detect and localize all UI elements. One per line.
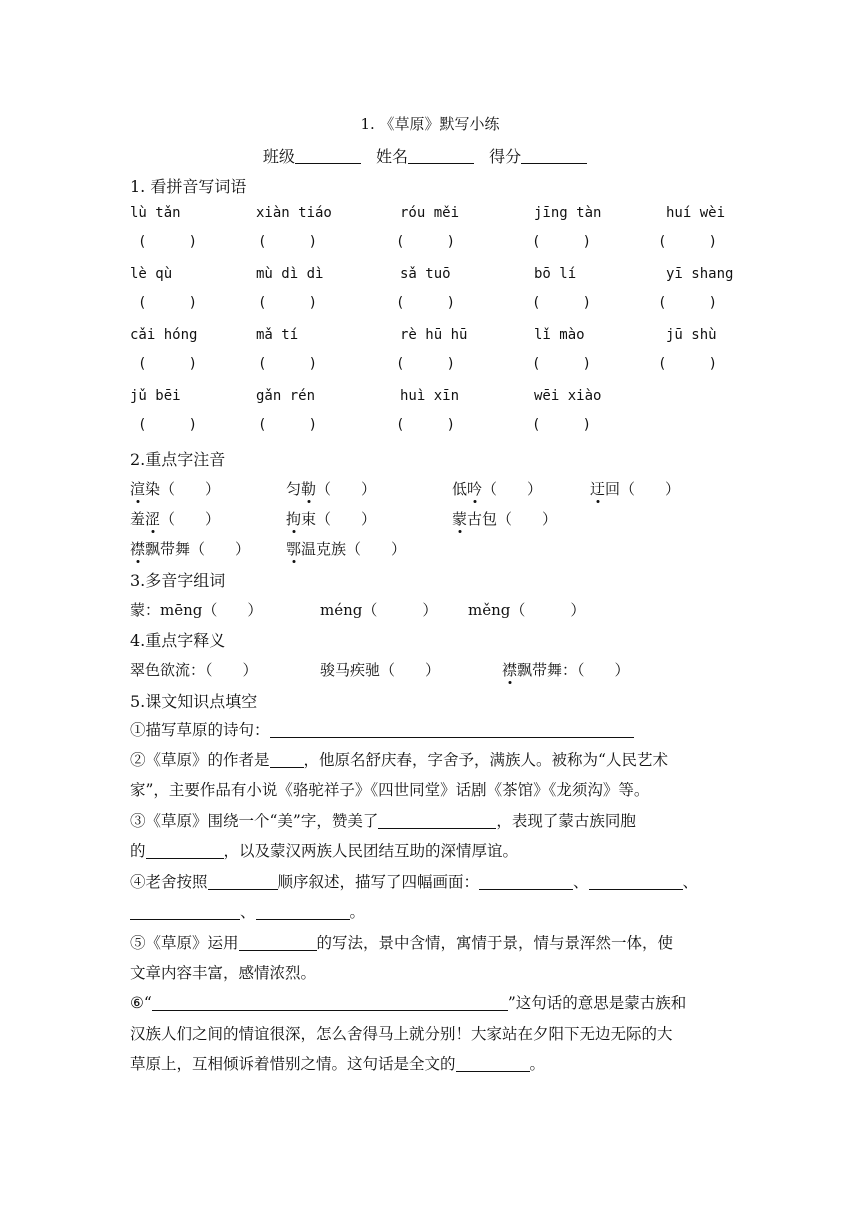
s2-item: 羞涩（ ） [130,510,221,528]
score-label: 得分 [489,147,522,166]
s5-line-6: ④老舍按照 顺序叙述，描写了四幅画面： 、 、 [130,873,699,891]
s5-line-5: 的 ，以及蒙汉两族人民团结互助的深情厚谊。 [130,842,519,860]
s2-item: 迂回（ ） [590,480,681,498]
pinyin-row [130,266,740,288]
answer-blank[interactable]: ( ) [258,356,318,372]
answer-row [130,234,740,256]
pinyin-label: lè qù [130,266,173,282]
section-3-heading: 3.多音字组词 [130,571,226,590]
answer-blank[interactable]: ( ) [396,234,456,250]
fill-blank[interactable] [378,812,496,829]
pinyin-label: cǎi hóng [130,327,198,343]
s2-item: 襟飘带舞（ ） [130,540,251,558]
pinyin-label: wēi xiào [534,388,602,404]
answer-blank[interactable]: ( ) [658,295,718,311]
s5-line-11: 汉族人们之间的情谊很深，怎么舍得马上就分别！大家站在夕阳下无边无际的大 [130,1025,673,1043]
s5-line-12: 草原上，互相倾诉着惜别之情。这句话是全文的 。 [130,1055,546,1073]
fill-blank[interactable] [146,842,224,859]
answer-blank[interactable]: ( ) [138,234,198,250]
s2-item: 拘束（ ） [286,510,377,528]
pinyin-row [130,205,740,227]
s5-line-1: ①描写草原的诗句： [130,719,634,741]
meaning-item: 翠色欲流：（ ） [130,661,258,679]
fill-blank[interactable] [456,1055,530,1072]
score-blank[interactable] [521,147,587,164]
class-label: 班级 [262,147,295,166]
pinyin-label: gǎn rén [256,388,316,404]
s2-item: 鄂温克族（ ） [286,540,407,558]
answer-blank[interactable]: ( ) [658,234,718,250]
s3-row [130,599,740,621]
fill-blank[interactable] [589,873,683,890]
answer-blank[interactable]: ( ) [258,295,318,311]
pinyin-label: mǎ tí [256,327,299,343]
s5-line-9: 文章内容丰富，感情浓烈。 [130,964,317,982]
section-5-heading: 5.课文知识点填空 [130,692,258,711]
pinyin-label: bō lí [534,266,577,282]
pinyin-label: mù dì dì [256,266,324,282]
answer-blank[interactable]: ( ) [396,417,456,433]
pinyin-label: jǔ bēi [130,388,181,404]
s2-item: 匀勒（ ） [286,480,377,498]
name-blank[interactable] [408,147,474,164]
s2-item: 蒙古包（ ） [452,510,558,528]
meaning-item: 襟飘带舞：（ ） [502,661,630,679]
fill-blank[interactable] [270,721,634,738]
s5-line-7: 、 。 [130,901,365,923]
answer-blank[interactable]: ( ) [258,234,318,250]
fill-blank[interactable] [130,903,240,920]
s2-row-2 [130,508,740,530]
s5-line-3: 家”，主要作品有小说《骆驼祥子》《四世同堂》话剧《茶馆》《龙须沟》等。 [130,781,650,799]
answer-blank[interactable]: ( ) [658,356,718,372]
answer-blank[interactable]: ( ) [138,295,198,311]
pinyin-row [130,327,740,349]
pinyin-label: xiàn tiáo [256,205,332,221]
fill-blank[interactable] [208,873,278,890]
s2-row-1 [130,478,740,500]
polyphone-item: 蒙：mēng（ ） [130,601,263,619]
answer-blank[interactable]: ( ) [138,417,198,433]
fill-blank[interactable] [479,873,573,890]
pinyin-row [130,388,740,410]
answer-blank[interactable]: ( ) [532,356,592,372]
meaning-item: 骏马疾驰（ ） [320,661,441,679]
page-title: 1. 《草原》默写小练 [360,115,500,133]
pinyin-label: sǎ tuō [400,266,451,282]
pinyin-label: jīng tàn [534,205,602,221]
answer-blank[interactable]: ( ) [396,295,456,311]
name-label: 姓名 [375,147,408,166]
answer-blank[interactable]: ( ) [532,295,592,311]
pinyin-label: huì xīn [400,388,460,404]
answer-blank[interactable]: ( ) [396,356,456,372]
answer-blank[interactable]: ( ) [532,234,592,250]
section-2-heading: 2.重点字注音 [130,450,226,469]
polyphone-item: méng（ ） [320,601,438,619]
s2-item: 低吟（ ） [452,480,543,498]
pinyin-label: lù tǎn [130,205,181,221]
pinyin-label: huí wèi [666,205,726,221]
s5-line-8: ⑤《草原》运用 的写法，景中含情，寓情于景，情与景浑然一体，使 [130,934,674,952]
section-1-heading: 1. 看拼音写词语 [130,177,247,196]
s5-line-2: ②《草原》的作者是 ，他原名舒庆春，字舍予，满族人。被称为“人民艺术 [130,751,668,769]
pinyin-label: róu měi [400,205,460,221]
answer-row [130,417,740,439]
pinyin-label: rè hū hū [400,327,468,343]
section-4-heading: 4.重点字释义 [130,631,226,650]
s5-line-10: ⑥“ ”这句话的意思是蒙古族和 [130,994,687,1012]
answer-blank[interactable]: ( ) [138,356,198,372]
class-blank[interactable] [295,147,361,164]
polyphone-item: měng（ ） [468,601,586,619]
student-info-line [0,144,860,167]
answer-blank[interactable]: ( ) [532,417,592,433]
pinyin-label: jū shù [666,327,717,343]
fill-blank[interactable] [256,903,350,920]
s5-line-4: ③《草原》围绕一个“美”字，赞美了 ，表现了蒙古族同胞 [130,812,636,830]
answer-blank[interactable]: ( ) [258,417,318,433]
pinyin-label: yī shang [666,266,734,282]
s2-item: 渲染（ ） [130,480,221,498]
answer-row [130,356,740,378]
fill-blank[interactable] [270,751,304,768]
pinyin-label: lǐ mào [534,327,585,343]
answer-row [130,295,740,317]
s2-row-3 [130,538,740,560]
fill-blank[interactable] [239,934,317,951]
s4-row [130,659,740,681]
fill-blank[interactable] [152,994,508,1011]
